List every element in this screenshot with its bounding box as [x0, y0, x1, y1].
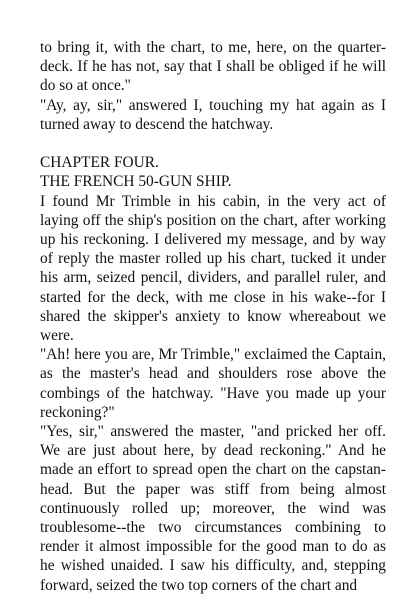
paragraph-cabin: I found Mr Trimble in his cabin, in the very act of laying off the ship's position on the chart, after working up his reckoning. I delivered my message, and by way of reply the master rolled up his chart, tucked it under his arm, seized pencil, dividers, and parallel ruler, and started for the deck, with me close in his wake--for I shared the skipper's anxiety to know whereabout we were.: [40, 192, 386, 345]
paragraph-continuation: to bring it, with the chart, to me, here, on the quarter-deck. If he has not, say that I shall be obliged if he will do so at once.": [40, 39, 386, 95]
paragraph-master-reply: "Yes, sir," answered the master, "and pricked her off. We are just about here, by dead reckoning." And he made an effort to spread open the chart on the capstan-head. But the paper was stiff from being almost continuously rolled up; moreover, the wind was troublesome--the two circumstances combining to render it almost impossible for the good man to do as he wished unaided. I saw his difficulty, and, stepping forward, seized the two top corners of the chart and: [40, 423, 386, 594]
book-page: [40, 38, 386, 595]
chapter-title: THE FRENCH 50-GUN SHIP.: [40, 173, 232, 191]
paragraph-reply: "Ay, ay, sir," answered I, touching my hat again as I turned away to descend the hatchway.: [40, 96, 386, 133]
paragraph-captain: "Ah! here you are, Mr Trimble," exclaimed the Captain, as the master's head and shoulders rose above the combings of the hatchway. "Have you made up your reckoning?": [40, 346, 386, 421]
chapter-heading: CHAPTER FOUR.: [40, 154, 159, 172]
